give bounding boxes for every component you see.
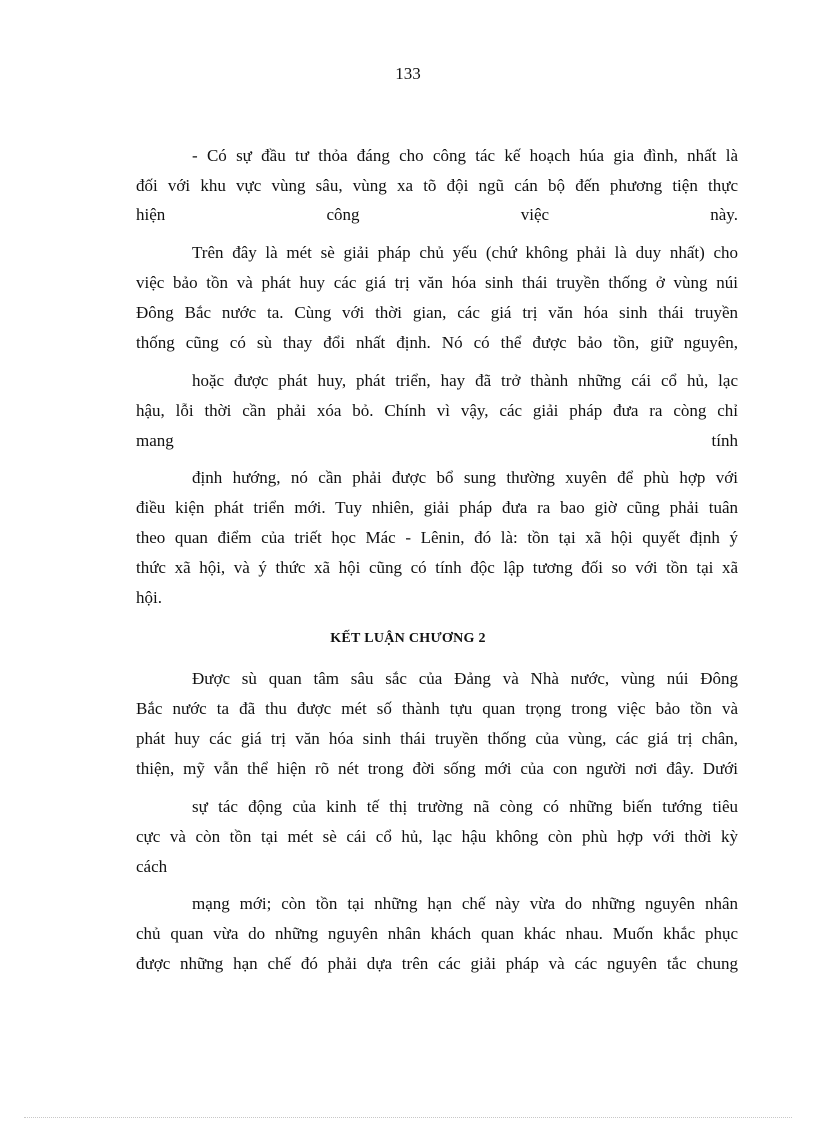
- page-number: 133: [395, 64, 421, 83]
- word: tính: [711, 431, 738, 450]
- text-line: sự tác động của kinh tế thị trường nã còng có những biến tướng tiêu: [192, 797, 738, 816]
- word: mang: [136, 431, 174, 450]
- text-line: Bắc nước ta đã thu được mét số thành tựu quan trọng trong việc bảo tồn và: [136, 699, 738, 718]
- text-line: hội.: [136, 588, 162, 607]
- text-line: thiện, mỹ vẫn thể hiện rõ nét trong đời sống mới của con người nơi đây. Dưới: [136, 759, 738, 778]
- text-line: Trên đây là mét sè giải pháp chủ yếu (chứ không phải là duy nhất) cho: [192, 243, 738, 262]
- text-line: phát huy các giá trị văn hóa sinh thái truyền thống của vùng, các giá trị chân,: [136, 729, 738, 748]
- text-line: theo quan điểm của triết học Mác - Lênin, đó là: tồn tại xã hội quyết định ý: [136, 528, 738, 547]
- text-line-spread: [136, 430, 738, 452]
- word: hiện: [136, 205, 166, 224]
- page-bottom-rule: [24, 1117, 792, 1118]
- text-line: thức xã hội, và ý thức xã hội cũng có tính độc lập tương đối so với tồn tại xã: [136, 558, 738, 577]
- text-line: cách: [136, 857, 168, 876]
- text-line: mạng mới; còn tồn tại những hạn chế này vừa do những nguyên nhân: [192, 894, 738, 913]
- text-line: việc bảo tồn và phát huy các giá trị văn hóa sinh thái truyền thống ở vùng núi: [136, 273, 738, 292]
- text-line: Đông Bắc nước ta. Cùng với thời gian, các giá trị văn hóa sinh thái truyền: [136, 303, 738, 322]
- text-line: - Có sự đầu tư thỏa đáng cho công tác kế hoạch húa gia đình, nhất là: [192, 146, 738, 165]
- text-line-spread: [136, 204, 738, 226]
- text-line: thống cũng có sù thay đổi nhất định. Nó có thể được bảo tồn, giữ nguyên,: [136, 333, 738, 352]
- section-heading: KẾT LUẬN CHƯƠNG 2: [330, 631, 486, 646]
- text-line: cực và còn tồn tại mét sè cái cổ hủ, lạc hậu không còn phù hợp với thời kỳ: [136, 827, 738, 846]
- word: công: [326, 205, 360, 224]
- word: việc: [520, 205, 550, 224]
- word: này.: [710, 205, 738, 224]
- text-line: chủ quan vừa do những nguyên nhân khách quan khác nhau. Muốn khắc phục: [136, 924, 738, 943]
- text-line: Được sù quan tâm sâu sắc của Đảng và Nhà nước, vùng núi Đông: [192, 669, 738, 688]
- text-line: hậu, lỗi thời cần phải xóa bỏ. Chính vì vậy, các giải pháp đưa ra còng chỉ: [136, 401, 738, 420]
- text-line: đối với khu vực vùng sâu, vùng xa tõ đội ngũ cán bộ đến phương tiện thực: [136, 176, 738, 195]
- text-line: hoặc được phát huy, phát triển, hay đã trở thành những cái cổ hủ, lạc: [192, 371, 738, 390]
- text-line: điều kiện phát triển mới. Tuy nhiên, giải pháp đưa ra bao giờ cũng phải tuân: [136, 498, 738, 517]
- text-line: được những hạn chế đó phải dựa trên các giải pháp và các nguyên tắc chung: [136, 954, 738, 973]
- text-line: định hướng, nó cần phải được bổ sung thường xuyên để phù hợp với: [192, 468, 738, 487]
